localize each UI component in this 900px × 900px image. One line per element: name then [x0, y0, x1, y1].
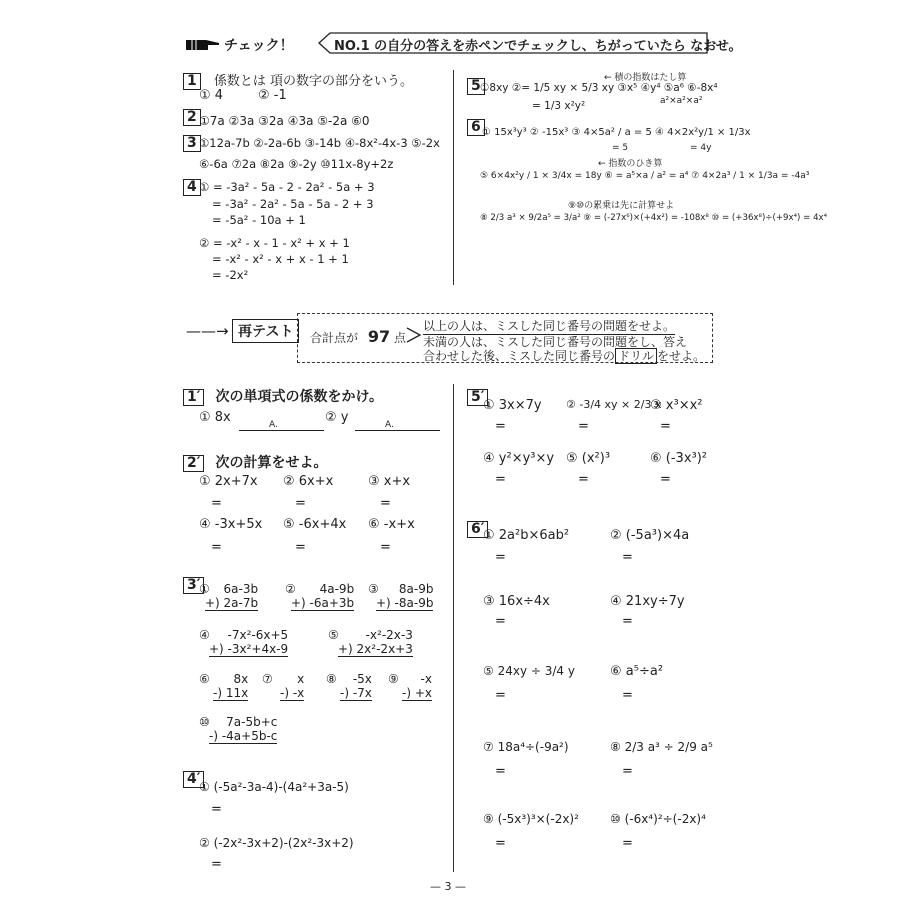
- equals-sign: =: [622, 688, 633, 703]
- question-number: 5: [467, 78, 485, 95]
- vertical-sum-3: ③ 8a-9b +) -8a-9b: [368, 582, 434, 610]
- equals-sign: =: [578, 472, 589, 487]
- answer-6-note1: ← 指数のひき算: [598, 159, 663, 169]
- answer-blank-1[interactable]: A.: [239, 420, 324, 431]
- equals-sign: =: [622, 764, 633, 779]
- answer-6-l1b: = 5: [612, 143, 629, 153]
- question-number: 1′: [183, 389, 204, 406]
- equals-sign: =: [495, 688, 506, 703]
- retest-q5-item: ④ y²×y³×y: [483, 451, 555, 466]
- vertical-sum-6: ⑥ 8x -) 11x: [199, 672, 249, 700]
- sum-top: 6a-3b: [223, 582, 259, 596]
- sum-bottom: -) +x: [402, 686, 432, 700]
- retest-q5-item: ③ x³×x²: [650, 398, 703, 413]
- answer-2-text: ①7a ②3a ③2a ④3a ⑤-2a ⑥0: [199, 114, 370, 128]
- answer-6-l3: ⑨⑩の累乗は先に計算せよ: [568, 201, 675, 211]
- retest-q6-item: ① 2a²b×6ab²: [483, 528, 570, 543]
- retest-arrow: ——→: [186, 322, 229, 340]
- question-number: 6: [467, 119, 485, 136]
- equals-sign: =: [578, 419, 589, 434]
- sum-top: 8a-9b: [398, 582, 434, 596]
- sum-top: -x²-2x-3: [365, 628, 413, 642]
- retest-condition-box: [297, 313, 713, 363]
- question-number: 4: [183, 179, 201, 196]
- vertical-sum-7: ⑦ x -) -x: [262, 672, 305, 700]
- equals-sign: =: [495, 764, 506, 779]
- retest-q4-item2: ② (-2x²-3x+2)-(2x²-3x+2): [199, 836, 354, 850]
- equals-sign: =: [380, 496, 391, 511]
- instruction-text: NO.1 の自分の答えを赤ペンでチェックし、ちがっていたら なおせ。: [334, 39, 742, 54]
- sum-top: -7x²-6x+5: [227, 628, 289, 642]
- sum-bottom: -) 11x: [213, 686, 249, 700]
- answer-6-l1: ① 15x³y³ ② -15x³ ③ 4×5a² / a = 5 ④ 4×2x²y/1 × 1/3x: [482, 127, 751, 138]
- vertical-sum-2: ② 4a-9b +) -6a+3b: [285, 582, 355, 610]
- retest-line2: 未満の人は、ミスした同じ番号の問題をし、答え: [423, 335, 688, 349]
- sum-top: 8x: [233, 672, 249, 686]
- retest-q5-item: ⑥ (-3x³)²: [650, 451, 708, 466]
- equals-sign: =: [622, 614, 633, 629]
- retest-q5-item: ② -3/4 xy × 2/3 x: [566, 398, 662, 411]
- answer-1: [183, 70, 413, 90]
- drill-box: ドリル: [615, 348, 657, 364]
- retest-q2-item: ① 2x+7x: [199, 474, 258, 489]
- equals-sign: =: [495, 419, 506, 434]
- retest-q2-item: ③ x+x: [368, 474, 411, 489]
- question-number: 6′: [467, 521, 488, 538]
- question-number: 5′: [467, 389, 488, 406]
- retest-q5-item: ① 3x×7y: [483, 398, 542, 413]
- retest-q6-item: ③ 16x÷4x: [483, 594, 550, 609]
- retest-label-box: [232, 319, 299, 343]
- retest-q6-item: ④ 21xy÷7y: [610, 594, 685, 609]
- equals-sign: =: [211, 857, 222, 872]
- page-number: — 3 —: [430, 880, 466, 893]
- equals-sign: =: [660, 419, 671, 434]
- retest-q6-item: ⑥ a⁵÷a²: [610, 664, 664, 679]
- vertical-sum-1: ① 6a-3b +) 2a-7b: [199, 582, 259, 610]
- retest-q2-item: ⑥ -x+x: [368, 517, 415, 532]
- question-number: 3: [183, 135, 201, 152]
- retest-q2-item: ⑤ -6x+4x: [283, 517, 347, 532]
- sum-bottom: -) -4a+5b-c: [209, 729, 278, 743]
- retest-q5-item: ⑤ (x²)³: [566, 451, 611, 466]
- retest-q2-title: 次の計算をせよ。: [215, 455, 328, 471]
- answer-4-l1: ① = -3a² - 5a - 2 - 2a² - 5a + 3: [199, 180, 375, 194]
- sum-bottom: +) -8a-9b: [376, 596, 434, 610]
- sum-top: -5x: [352, 672, 372, 686]
- retest-q6-item: ⑩ (-6x⁴)²÷(-2x)⁴: [610, 812, 706, 826]
- sum-bottom: +) 2a-7b: [205, 596, 259, 610]
- equals-sign: =: [660, 472, 671, 487]
- equals-sign: =: [211, 540, 222, 555]
- retest-q2: [183, 452, 328, 472]
- check-label: チェック！: [224, 38, 294, 54]
- question-number: 2′: [183, 455, 204, 472]
- retest-q2-item: ④ -3x+5x: [199, 517, 263, 532]
- retest-label: 再テスト: [238, 324, 294, 340]
- equals-sign: =: [495, 614, 506, 629]
- equals-sign: =: [380, 540, 391, 555]
- answer-1-a1: ① 4: [199, 88, 224, 103]
- equals-sign: =: [211, 496, 222, 511]
- answer-6-l2: ⑤ 6×4x²y / 1 × 3/4x = 18y ⑥ = a⁵×a / a² = a⁴ ⑦ 4×2a³ / 1 × 1/3a = -4a³: [480, 171, 810, 181]
- sum-top: 4a-9b: [319, 582, 355, 596]
- answer-1-text: 係数とは 項の数字の部分をいう。: [213, 74, 413, 89]
- equals-sign: =: [211, 802, 222, 817]
- equals-sign: =: [295, 540, 306, 555]
- answer-4-l3: = -5a² - 10a + 1: [212, 213, 306, 227]
- vertical-sum-5: ⑤ -x²-2x-3 +) 2x²-2x+3: [328, 628, 413, 656]
- vertical-sum-4: ④ -7x²-6x+5 +) -3x²+4x-9: [199, 628, 289, 656]
- retest-q6-item: ⑧ 2/3 a³ ÷ 2/9 a⁵: [610, 740, 713, 754]
- vertical-sum-8: ⑧ -5x -) -7x: [326, 672, 372, 700]
- equals-sign: =: [622, 836, 633, 851]
- vertical-sum-10: ⑩ 7a-5b+c -) -4a+5b-c: [199, 715, 278, 743]
- retest-q1-item2: ② y: [325, 410, 349, 425]
- sum-bottom: +) 2x²-2x+3: [338, 642, 413, 656]
- answer-4-l4: ② = -x² - x - 1 - x² + x + 1: [199, 236, 350, 250]
- sum-bottom: +) -3x²+4x-9: [209, 642, 289, 656]
- condition-bracket-icon: [406, 320, 422, 350]
- answer-blank-2[interactable]: A.: [355, 420, 440, 431]
- question-number: 4′: [183, 771, 204, 788]
- answer-5-note: ← 積の指数はたし算: [604, 73, 687, 83]
- answer-3-line2: ⑥-6a ⑦2a ⑧2a ⑨-2y ⑩11x-8y+2z: [199, 157, 394, 171]
- sum-top: x: [297, 672, 305, 686]
- sum-bottom: -) -x: [280, 686, 305, 700]
- answer-4-l2: = -3a² - 2a² - 5a - 5a - 2 + 3: [212, 197, 374, 211]
- retest-q6-item: ⑤ 24xy ÷ 3/4 y: [483, 664, 575, 678]
- sum-top: -x: [420, 672, 432, 686]
- retest-q1-item1: ① 8x: [199, 410, 231, 425]
- retest-line3: 合わせした後、ミスした同じ番号の ドリル をせよ。: [423, 349, 706, 363]
- main-divider: [453, 384, 454, 872]
- retest-line1: 以上の人は、ミスした同じ番号の問題をせよ。: [423, 319, 676, 333]
- sum-bottom: -) -7x: [340, 686, 372, 700]
- answer-1-a2: ② -1: [258, 88, 287, 103]
- question-number: 3′: [183, 577, 204, 594]
- instruction-banner: [318, 32, 742, 54]
- answer-3-line1: ①12a-7b ②-2a-6b ③-14b ④-8x²-4x-3 ⑤-2x: [199, 136, 440, 150]
- equals-sign: =: [495, 836, 506, 851]
- top-divider: [453, 70, 454, 285]
- retest-q6-item: ⑨ (-5x³)³×(-2x)²: [483, 812, 579, 826]
- retest-q6-item: ② (-5a³)×4a: [610, 528, 690, 543]
- score-value: 97: [367, 327, 391, 346]
- question-number: 1: [183, 73, 201, 90]
- retest-q1-title: 次の単項式の係数をかけ。: [215, 389, 383, 405]
- answer-6-l4: ⑧ 2/3 a³ × 9/2a⁵ = 3/a² ⑨ = (-27x⁶)×(+4x²) = -108x⁸ ⑩ = (+36x⁸)÷(+9x⁴) = 4x⁴: [480, 213, 828, 223]
- answer-5-sub: a²×a²×a²: [660, 96, 703, 106]
- answer-4-l6: = -2x²: [212, 268, 249, 282]
- vertical-sum-9: ⑨ -x -) +x: [388, 672, 432, 700]
- retest-q4-item1: ① (-5a²-3a-4)-(4a²+3a-5): [199, 780, 349, 794]
- equals-sign: =: [295, 496, 306, 511]
- answer-5-l1: ①8xy ②= 1/5 xy × 5/3 xy ③x⁵ ④y⁴ ⑤a⁶ ⑥-8x⁴: [480, 82, 718, 94]
- sum-top: 7a-5b+c: [226, 715, 278, 729]
- sum-bottom: +) -6a+3b: [291, 596, 355, 610]
- answer-4-l5: = -x² - x² - x + x - 1 + 1: [212, 252, 349, 266]
- pointing-hand-icon: [186, 36, 220, 55]
- condition-text: 合計点が 97 点: [310, 327, 406, 346]
- retest-q6-item: ⑦ 18a⁴÷(-9a²): [483, 740, 569, 754]
- answer-5-l2: = 1/3 x²y²: [532, 100, 586, 112]
- equals-sign: =: [495, 550, 506, 565]
- equals-sign: =: [495, 472, 506, 487]
- question-number: 2: [183, 109, 201, 126]
- retest-q1: [183, 386, 383, 406]
- retest-q2-item: ② 6x+x: [283, 474, 334, 489]
- equals-sign: =: [622, 550, 633, 565]
- answer-6-l1c: = 4y: [690, 143, 712, 153]
